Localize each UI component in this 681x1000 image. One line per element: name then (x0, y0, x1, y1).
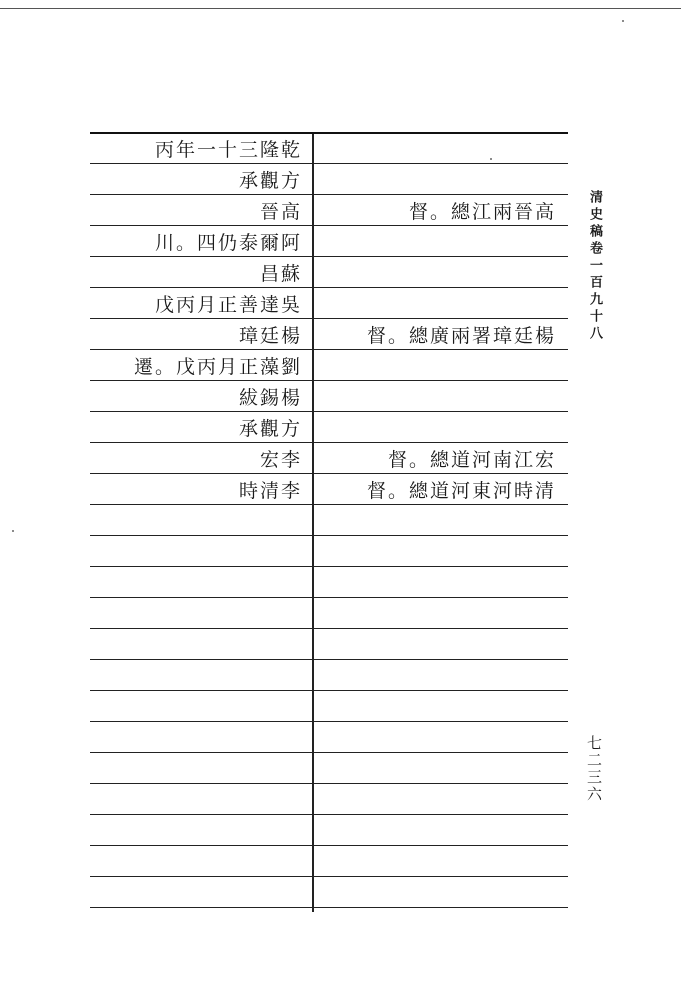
table-row (90, 226, 568, 257)
governor-general-cell (316, 257, 562, 288)
governor-general-cell: 督。總江兩晉高 (408, 201, 556, 223)
governor-general-cell (316, 350, 562, 381)
governor-general-cell (316, 288, 562, 319)
table-row (90, 784, 568, 815)
governor-name-cell (90, 784, 308, 815)
governor-name-cell (90, 536, 308, 567)
table-row (90, 629, 568, 660)
governor-name-cell (90, 660, 308, 691)
governor-name-cell: 紱錫楊 (238, 387, 302, 409)
governor-name-cell: 璋廷楊 (238, 325, 302, 347)
table-row (90, 691, 568, 722)
table-row (90, 815, 568, 846)
governor-name-cell (90, 815, 308, 846)
table-row (90, 598, 568, 629)
governor-general-cell (316, 133, 562, 164)
governor-general-cell (316, 536, 562, 567)
governor-name-cell: 承觀方 (238, 418, 302, 440)
table-row (90, 722, 568, 753)
governor-general-cell: 督。總道河東河時清 (366, 480, 556, 502)
governor-name-cell (90, 567, 308, 598)
governor-general-cell (316, 660, 562, 691)
governor-name-cell: 時清李 (238, 480, 302, 502)
table-row (90, 567, 568, 598)
governor-general-cell (316, 381, 562, 412)
scan-speck (12, 530, 14, 532)
governor-general-cell (316, 815, 562, 846)
governor-name-cell (90, 846, 308, 877)
governor-general-cell (316, 598, 562, 629)
governor-name-cell (90, 629, 308, 660)
governor-general-cell (316, 784, 562, 815)
governor-general-cell (316, 629, 562, 660)
governor-name-cell: 晉高 (259, 201, 302, 223)
table-row (90, 846, 568, 877)
governor-name-cell (90, 722, 308, 753)
governor-general-cell: 督。總廣兩署璋廷楊 (366, 325, 556, 347)
table-row (90, 257, 568, 288)
governor-name-cell: 戊丙月正善達吳 (154, 294, 302, 316)
governor-general-cell (316, 164, 562, 195)
governor-name-cell (90, 753, 308, 784)
governor-name-cell: 承觀方 (238, 170, 302, 192)
governor-general-cell (316, 877, 562, 908)
table-row (90, 877, 568, 908)
book-title-margin: 清史稿卷一百九十八 (587, 190, 602, 343)
table-row (90, 350, 568, 381)
governor-general-cell (316, 567, 562, 598)
table-row (90, 753, 568, 784)
table-row (90, 660, 568, 691)
scan-speck (622, 20, 624, 22)
governor-general-cell (316, 505, 562, 536)
governor-name-cell (90, 505, 308, 536)
governor-name-cell: 宏李 (259, 449, 302, 471)
governor-name-cell: 川。四仍泰爾阿 (154, 232, 302, 254)
official-table (90, 132, 568, 912)
table-row (90, 319, 568, 350)
governor-name-cell (90, 877, 308, 908)
table-row (90, 288, 568, 319)
governor-general-cell (316, 846, 562, 877)
table-row (90, 443, 568, 474)
governor-name-cell: 丙年一十三隆乾 (154, 139, 302, 161)
page-number: 七二三六 (585, 735, 603, 803)
table-row (90, 164, 568, 195)
governor-general-cell (316, 412, 562, 443)
table-row (90, 505, 568, 536)
governor-general-cell: 督。總道河南江宏 (387, 449, 556, 471)
governor-name-cell: 昌蘇 (259, 263, 302, 285)
table-row (90, 381, 568, 412)
table-row (90, 412, 568, 443)
table-row (90, 536, 568, 567)
page-top-rule (0, 8, 681, 9)
governor-name-cell: 遷。戊丙月正藻劉 (133, 356, 302, 378)
governor-general-cell (316, 753, 562, 784)
governor-name-cell (90, 598, 308, 629)
governor-general-cell (316, 226, 562, 257)
table-row (90, 133, 568, 164)
scan-speck (490, 158, 492, 160)
table-row (90, 474, 568, 505)
table-row (90, 195, 568, 226)
governor-name-cell (90, 691, 308, 722)
governor-general-cell (316, 722, 562, 753)
governor-general-cell (316, 691, 562, 722)
